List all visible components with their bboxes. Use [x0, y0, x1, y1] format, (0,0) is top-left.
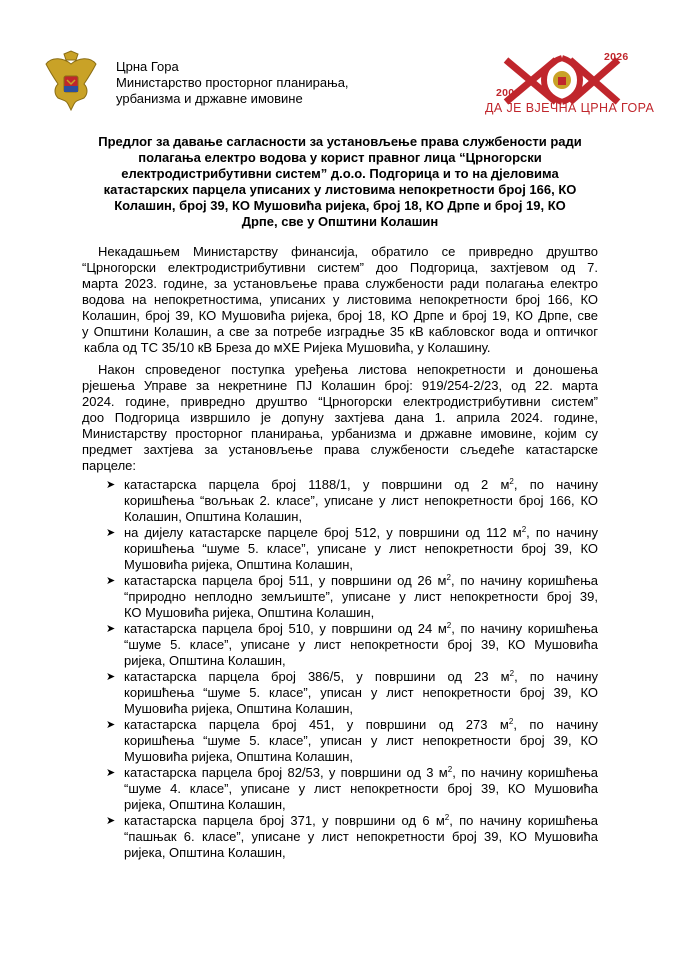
list-item-line: “природно неплодно земљиште”, уписане у лист непокретности број 39, — [124, 589, 598, 604]
arrow-bullet-icon: ➤ — [106, 767, 116, 779]
ministry-name — [116, 59, 349, 107]
list-item — [106, 621, 598, 669]
paragraph-line: марта 2023. године, за установљење права службености ради полагања електро — [82, 276, 598, 291]
list-item — [106, 813, 598, 861]
paragraph-line: предмет захтјева за установљење права службености сљедеће катастарске — [82, 442, 598, 457]
list-item-line: коришћења “шуме 5. класе”, уписане у лист непокретности број 39, КО — [124, 541, 598, 556]
arrow-bullet-icon: ➤ — [106, 719, 116, 731]
list-item-line: ријека, Општина Колашин, — [124, 653, 286, 668]
title-line: Дрпе, све у Општини Колашин — [241, 214, 439, 229]
paragraph-line: Колашин, број 39, КО Мушовића ријека, број 18, КО Дрпе и број 19, КО Дрпе, све — [82, 308, 598, 323]
list-item-line: катастарска парцела број 511, у површини од 26 $м^2$, по начину коришћења — [124, 573, 598, 588]
country-name: Црна Гора — [116, 59, 179, 74]
paragraph-procedure — [82, 362, 598, 474]
list-item-line: Колашин, Општина Колашин, — [124, 509, 303, 524]
title-line: катастарских парцела уписаних у листовима непокретности број 166, КО — [103, 182, 577, 197]
paragraph-line: “Црногорски електродистрибутивни систем” доо Подгорица, захтјевом од 7. — [82, 260, 598, 275]
list-item — [106, 669, 598, 717]
arrow-bullet-icon: ➤ — [106, 815, 116, 827]
arrow-bullet-icon: ➤ — [106, 623, 116, 635]
paragraph-line: доо Подгорица извршило је допуну захтјева дана 1. априла 2024. године, — [82, 410, 598, 425]
parcel-list — [106, 477, 598, 861]
paragraph-line: кабла од ТС 35/10 кВ Бреза до мХЕ Ријека Мушовића, у Колашину. — [84, 340, 491, 355]
list-item-line: на дијелу катастарске парцеле број 512, у површини од 112 $м^2$, по начину — [124, 525, 598, 540]
list-item-line: “пашњак 6. класе”, уписане у лист непокретности број 39, КО Мушовића — [124, 829, 598, 844]
ministry-line-1: Министарство просторног планирања, — [116, 75, 349, 90]
list-item-line: катастарска парцела број 82/53, у површини од 3 $м^2$, по начину коришћења — [124, 765, 598, 780]
list-item — [106, 525, 598, 573]
list-item-line: катастарска парцела број 1188/1, у површини од 2 $м^2$, по начину — [124, 477, 599, 492]
title-line: Колашин, број 39, КО Мушовића ријека, број 18, КО Дрпе и број 19, КО — [114, 198, 566, 213]
list-item-line: коришћења “шуме 5. класе”, уписан у лист непокретности број 39, КО — [124, 733, 598, 748]
list-item-line: коришћења “шуме 5. класе”, уписан у лист непокретности број 39, КО — [124, 685, 598, 700]
arrow-bullet-icon: ➤ — [106, 671, 116, 683]
arrow-bullet-icon: ➤ — [106, 479, 116, 491]
list-item-line: Мушовића ријека, Општина Колашин, — [124, 701, 354, 716]
paragraph-line: Некадашњем Министарству финансија, обратило се привредно друштво — [98, 244, 598, 259]
list-item-line: “шуме 4. класе”, уписане у лист непокретности број 39, КО Мушовића — [124, 781, 598, 796]
paragraph-line: Након спроведеног поступка уређења листова непокретности и доношења — [98, 362, 598, 377]
title-line: електродистрибутивни систем” д.о.о. Подгорица и то на дјеловима — [121, 166, 559, 181]
title-line: полагања електро водова у корист правног лица “Црногорски — [138, 150, 542, 165]
jubilee-year-end: 2026 — [604, 51, 629, 63]
jubilee-slogan: ДА ЈЕ ВЈЕЧНА ЦРНА ГОРА — [485, 101, 655, 115]
list-item — [106, 573, 598, 621]
jubilee-year-start: 2006 — [496, 87, 521, 99]
document-title — [82, 134, 598, 230]
list-item-line: Мушовића ријека, Општина Колашин, — [124, 749, 354, 764]
paragraph-line: водова на непокретностима, уписаних у листовима непокретности број 166, КО — [82, 292, 598, 307]
list-item — [106, 765, 598, 813]
title-line: Предлог за давање сагласности за установљење права службености ради — [98, 134, 582, 149]
list-item-line: ријека, Општина Колашин, — [124, 797, 286, 812]
coat-of-arms-icon — [44, 50, 98, 114]
paragraph-line: 2024. године, привредно друштво “Црногорски електродистрибутивни систем” — [82, 394, 598, 409]
paragraph-line: у Општини Колашин, а све за потребе изградње 35 кВ кабловског вода и оптичког — [82, 324, 598, 339]
list-item-line: ријека, Општина Колашин, — [124, 845, 286, 860]
list-item-line: катастарска парцела број 371, у површини од 6 $м^2$, по начину коришћења — [124, 813, 598, 828]
ministry-line-2: урбанизма и државне имовине — [116, 91, 303, 106]
list-item-line: коришћења “вољњак 2. класе”, уписане у лист непокретности број 166, КО — [124, 493, 598, 508]
list-item — [106, 477, 598, 525]
list-item — [106, 717, 598, 765]
list-item-line: “шуме 5. класе”, уписане у лист непокретности број 39, КО Мушовића — [124, 637, 598, 652]
list-item-line: катастарска парцела број 386/5, у површини од 23 $м^2$, по начину — [124, 669, 598, 684]
arrow-bullet-icon: ➤ — [106, 575, 116, 587]
paragraph-line: рјешења Управе за некретнине ПЈ Колашин број: 919/254-2/23, од 22. марта — [82, 378, 598, 393]
list-item-line: Мушовића ријека, Општина Колашин, — [124, 557, 354, 572]
paragraph-intro — [82, 244, 598, 356]
list-item-line: КО Мушовића ријека, Општина Колашин, — [124, 605, 375, 620]
paragraph-line: Министарству просторног планирања, урбанизма и државне имовине, којим су — [82, 426, 598, 441]
paragraph-line: парцеле: — [82, 458, 137, 473]
arrow-bullet-icon: ➤ — [106, 527, 116, 539]
list-item-line: катастарска парцела број 510, у површини од 24 $м^2$, по начину коришћења — [124, 621, 598, 636]
list-item-line: катастарска парцела број 451, у површини од 273 $м^2$, по начину — [124, 717, 598, 732]
